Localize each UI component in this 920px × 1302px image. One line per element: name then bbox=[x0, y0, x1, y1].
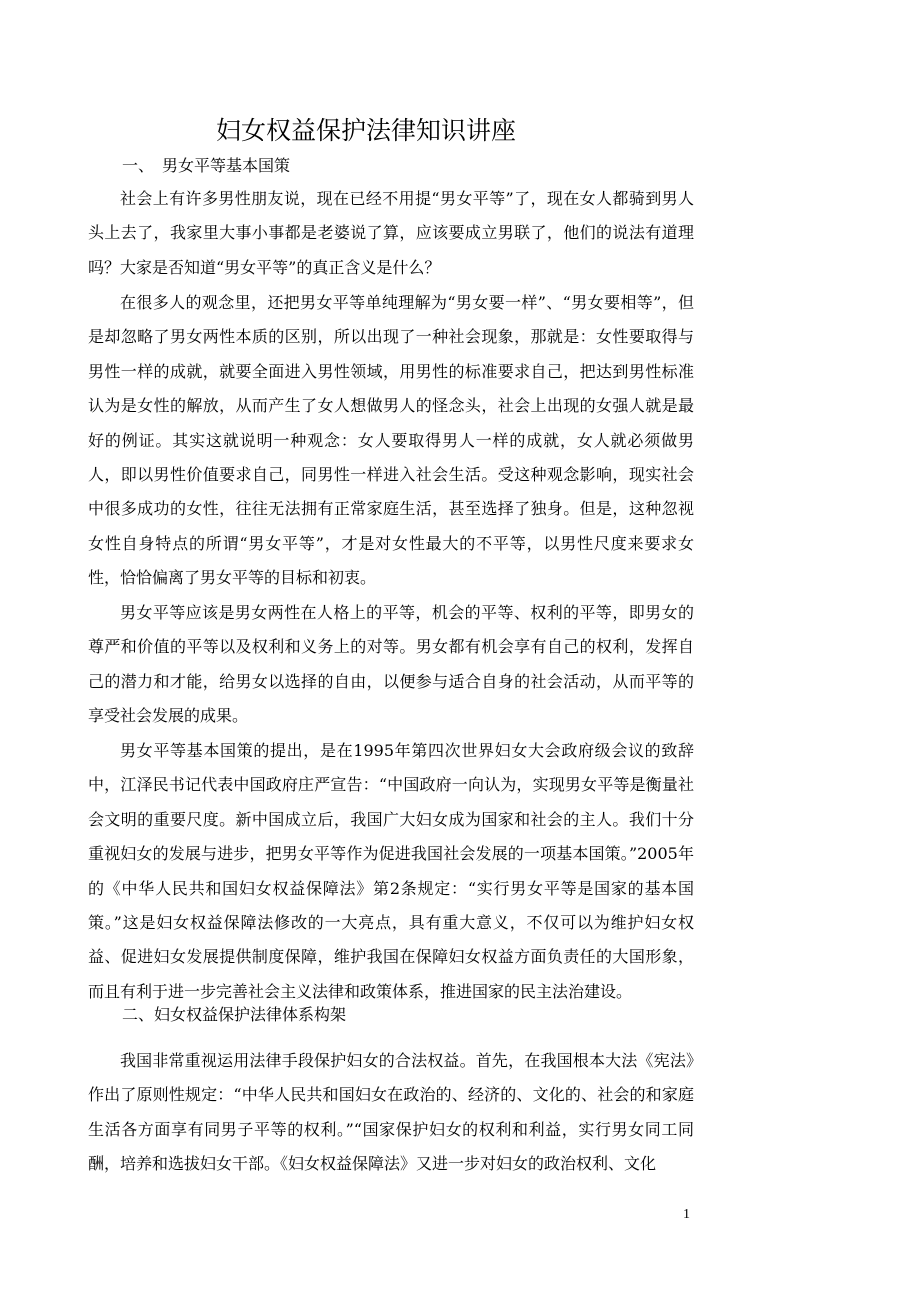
section-heading-1: 一、 男女平等基本国策 bbox=[122, 156, 291, 175]
paragraph-3: 男女平等应该是男女两性在人格上的平等，机会的平等、权利的平等，即男女的尊严和价值的平等以及权利和义务上的对等。男女都有机会享有自己的权利，发挥自己的潜力和才能，给男女以选择的自由，以便参与适合自身的社会活动，从而平等的享受社会发展的成果。 bbox=[88, 603, 694, 726]
paragraph-2: 在很多人的观念里，还把男女平等单纯理解为“男女要一样”、“男女要相等”，但是却忽略了男女两性本质的区别，所以出现了一种社会现象，那就是：女性要取得与男性一样的成就，就要全面进入男性领域，用男性的标准要求自己，把达到男性标准认为是女性的解放，从而产生了女人想做男人的怪念头，社会上出现的女强人就是最好的例证。其实这就说明一种观念：女人要取得男人一样的成就，女人就必须做男人，即以男性价值要求自己，同男性一样进入社会生活。受这种观念影响，现实社会中很多成功的女性，往往无法拥有正常家庭生活，甚至选择了独身。但是，这种忽视女性自身特点的所谓“男女平等”，才是对女性最大的不平等，以男性尺度来要求女性，恰恰偏离了男女平等的目标和初衷。 bbox=[88, 293, 694, 588]
paragraph-1: 社会上有许多男性朋友说，现在已经不用提“男女平等”了，现在女人都骑到男人头上去了，我家里大事小事都是老婆说了算，应该要成立男联了，他们的说法有道理吗？大家是否知道“男女平等”的真正含义是什么？ bbox=[88, 189, 694, 277]
paragraph-4: 男女平等基本国策的提出，是在1995年第四次世界妇女大会政府级会议的致辞中，江泽民书记代表中国政府庄严宣告：“中国政府一向认为，实现男女平等是衡量社会文明的重要尺度。新中国成立后，我国广大妇女成为国家和社会的主人。我们十分重视妇女的发展与进步，把男女平等作为促进我国社会发展的一项基本国策。”2005年的《中华人民共和国妇女权益保障法》第2条规定：“实行男女平等是国家的基本国策。”这是妇女权益保障法修改的一大亮点，具有重大意义，不仅可以为维护妇女权益、促进妇女发展提供制度保障，维护我国在保障妇女权益方面负责任的大国形象，而且有利于进一步完善社会主义法律和政策体系，推进国家的民主法治建设。 bbox=[88, 741, 694, 1001]
document-title: 妇女权益保护法律知识讲座 bbox=[216, 116, 517, 145]
section-heading-2: 二、妇女权益保护法律体系构架 bbox=[122, 1005, 347, 1024]
page-number: 1 bbox=[683, 1207, 690, 1222]
paragraph-5: 我国非常重视运用法律手段保护妇女的合法权益。首先，在我国根本大法《宪法》作出了原则性规定：“中华人民共和国妇女在政治的、经济的、文化的、社会的和家庭生活各方面享有同男子平等的权利。”“国家保护妇女的权利和利益，实行男女同工同酬，培养和选拔妇女干部。《妇女权益保障法》又进一步对妇女的政治权利、文化 bbox=[88, 1051, 694, 1174]
